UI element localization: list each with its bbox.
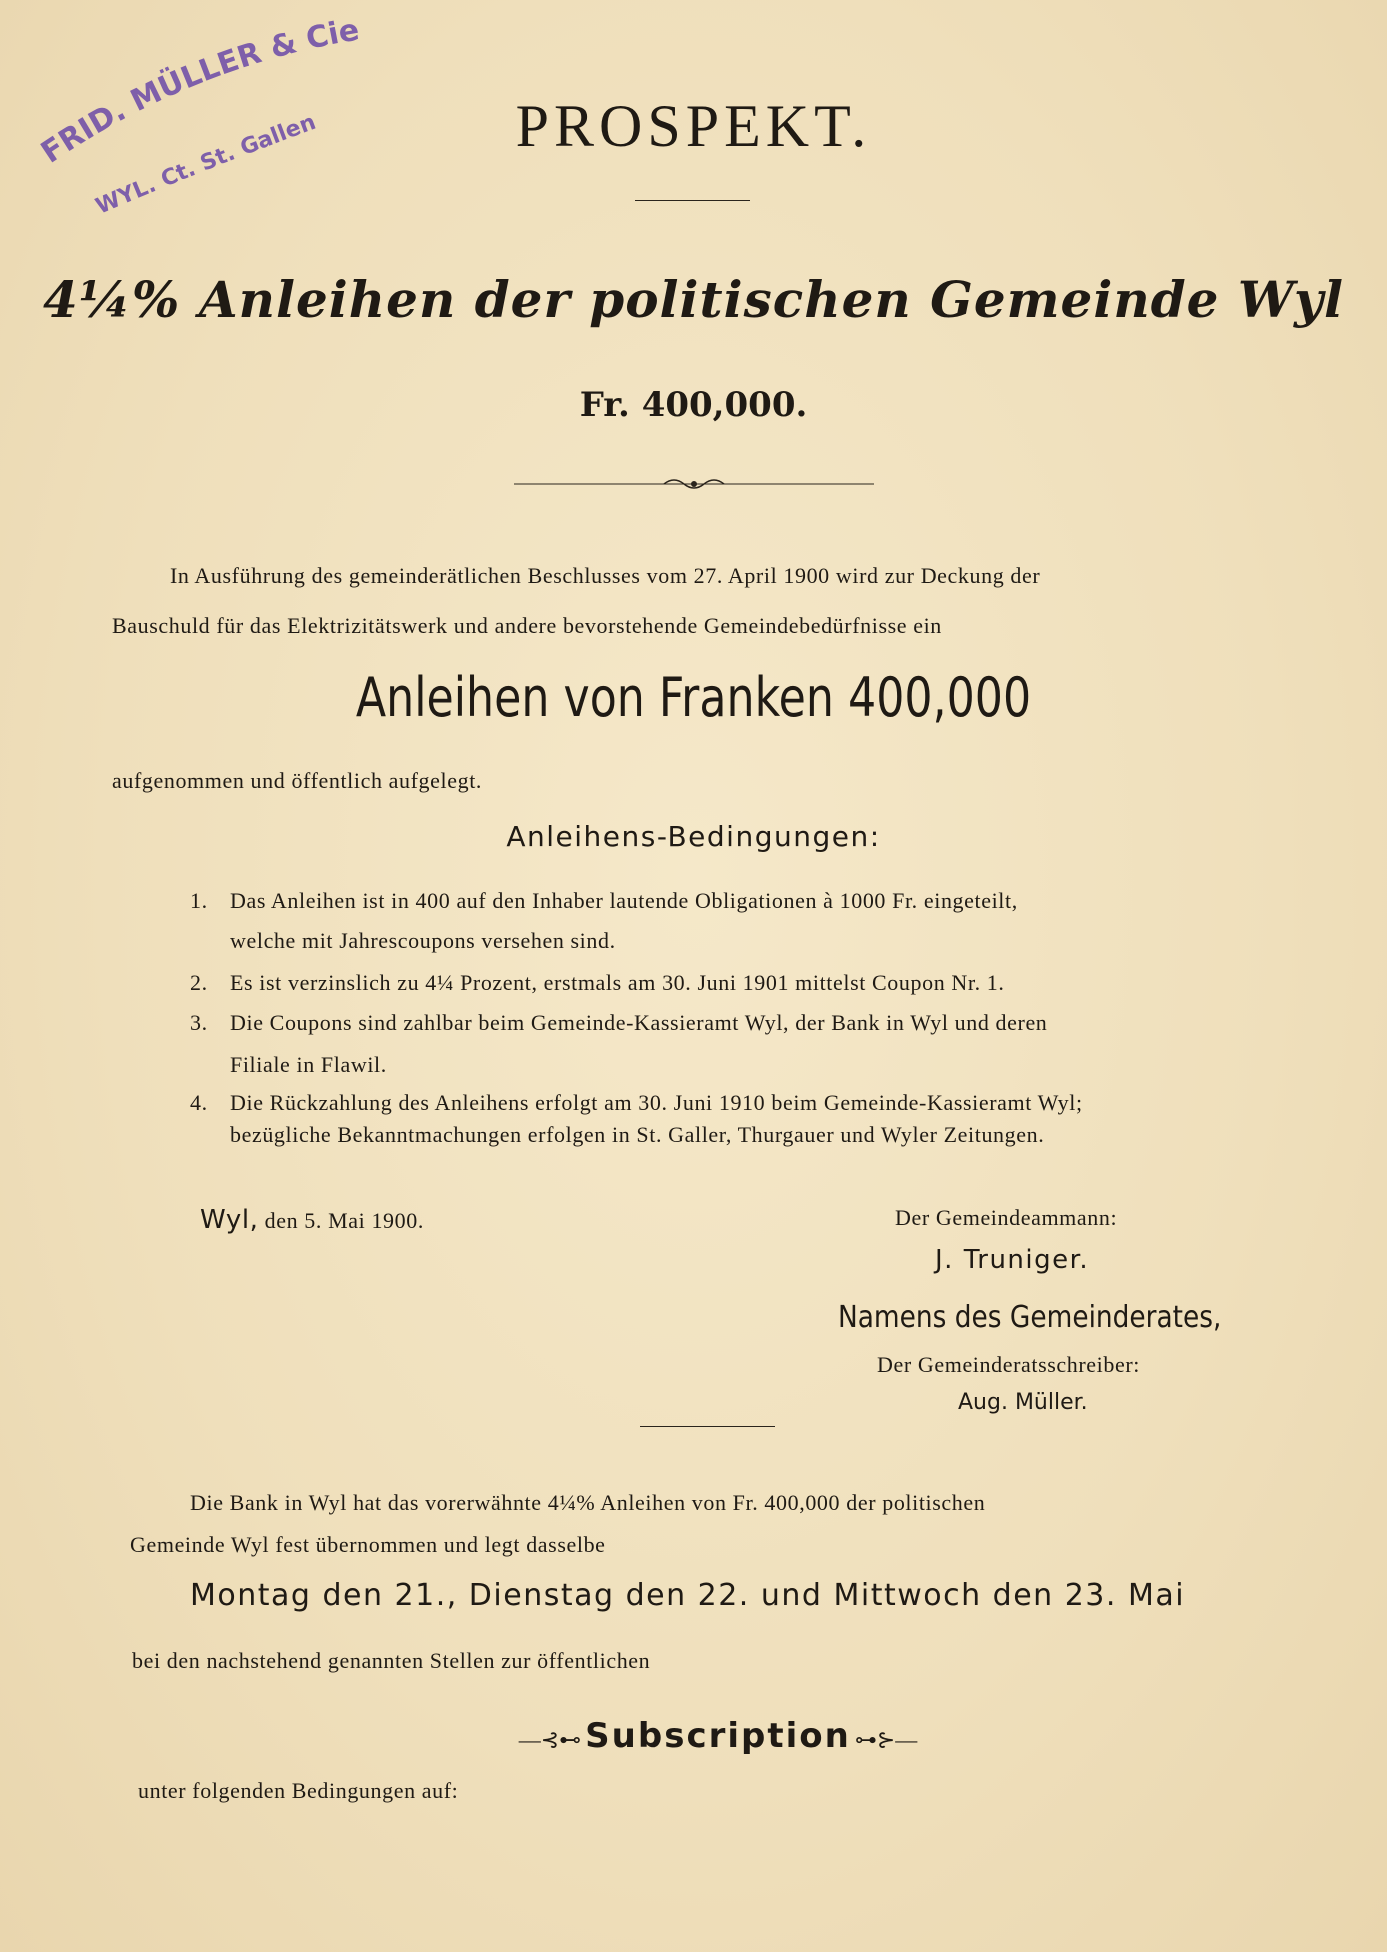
title-divider: [635, 200, 750, 201]
after-headline: aufgenommen und öffentlich aufgelegt.: [112, 768, 483, 793]
mayor-name: J. Truniger.: [935, 1245, 1090, 1275]
condition-text: Es ist verzinslich zu 4¼ Prozent, erstmals am 30. Juni 1901 mittelst Coupon Nr. 1.: [230, 970, 1005, 995]
intro-line-1: In Ausführung des gemeinderätlichen Beschlusses vom 27. April 1900 wird zur Deckung der: [170, 563, 1041, 588]
ornamental-divider: [0, 472, 1387, 496]
secretary-name: Aug. Müller.: [958, 1390, 1088, 1415]
condition-1-line-2: welche mit Jahrescoupons versehen sind.: [230, 928, 616, 953]
signature-divider: [640, 1426, 775, 1427]
place-date: [200, 1205, 424, 1235]
left-ornament-icon: —⊰⊷: [518, 1727, 582, 1752]
closing-line: unter folgenden Bedingungen auf:: [138, 1778, 459, 1803]
loan-headline: Anleihen von Franken 400,000: [355, 666, 1032, 729]
bank-line-2: Gemeinde Wyl fest übernommen und legt dasselbe: [130, 1532, 606, 1557]
condition-3: [190, 1010, 1047, 1036]
subscription-dates: Montag den 21., Dienstag den 22. und Mittwoch den 23. Mai: [190, 1578, 1186, 1613]
condition-number: 4.: [190, 1090, 208, 1115]
condition-1: [190, 888, 1018, 914]
condition-4: [190, 1090, 1083, 1116]
right-ornament-icon: ⊶⊱—: [854, 1727, 918, 1752]
subscription-heading: [493, 1716, 943, 1756]
condition-text: Die Coupons sind zahlbar beim Gemeinde-Kassieramt Wyl, der Bank in Wyl und deren: [230, 1010, 1048, 1035]
bank-line-1: Die Bank in Wyl hat das vorerwähnte 4¼% Anleihen von Fr. 400,000 der politischen: [190, 1490, 986, 1515]
secretary-role: Der Gemeinderatsschreiber:: [877, 1352, 1140, 1377]
offices-line: bei den nachstehend genannten Stellen zur öffentlichen: [132, 1648, 651, 1673]
loan-heading: 4¼% Anleihen der politischen Gemeinde Wyl: [42, 270, 1344, 329]
stamp-line-2: WYL. Ct. St. Gallen: [92, 109, 320, 220]
loan-amount: Fr. 400,000.: [579, 385, 808, 425]
condition-3-line-2: Filiale in Flawil.: [230, 1052, 387, 1077]
condition-2: [190, 970, 1005, 996]
conditions-title: Anleihens-Bedingungen:: [506, 820, 881, 853]
condition-4-line-2: bezügliche Bekanntmachungen erfolgen in St. Galler, Thurgauer und Wyler Zeitungen.: [230, 1122, 1045, 1147]
place: Wyl,: [200, 1205, 259, 1235]
condition-number: 1.: [190, 888, 208, 913]
mayor-role: Der Gemeindeammann:: [895, 1205, 1118, 1230]
date: den 5. Mai 1900.: [264, 1208, 424, 1233]
council-line: Namens des Gemeinderates,: [838, 1300, 1222, 1335]
condition-number: 3.: [190, 1010, 208, 1035]
condition-text: Das Anleihen ist in 400 auf den Inhaber lautende Obligationen à 1000 Fr. eingeteilt,: [230, 888, 1018, 913]
stamp-line-1: RID. MÜLLER & Cie: [52, 14, 362, 160]
intro-line-2: Bauschuld für das Elektrizitätswerk und andere bevorstehende Gemeindebedürfnisse ein: [112, 613, 942, 638]
condition-text: Die Rückzahlung des Anleihens erfolgt am 30. Juni 1910 beim Gemeinde-Kassieramt Wyl;: [230, 1090, 1083, 1115]
subscription-title: Subscription: [585, 1716, 851, 1756]
page-title: PROSPEKT.: [515, 93, 872, 159]
condition-number: 2.: [190, 970, 208, 995]
